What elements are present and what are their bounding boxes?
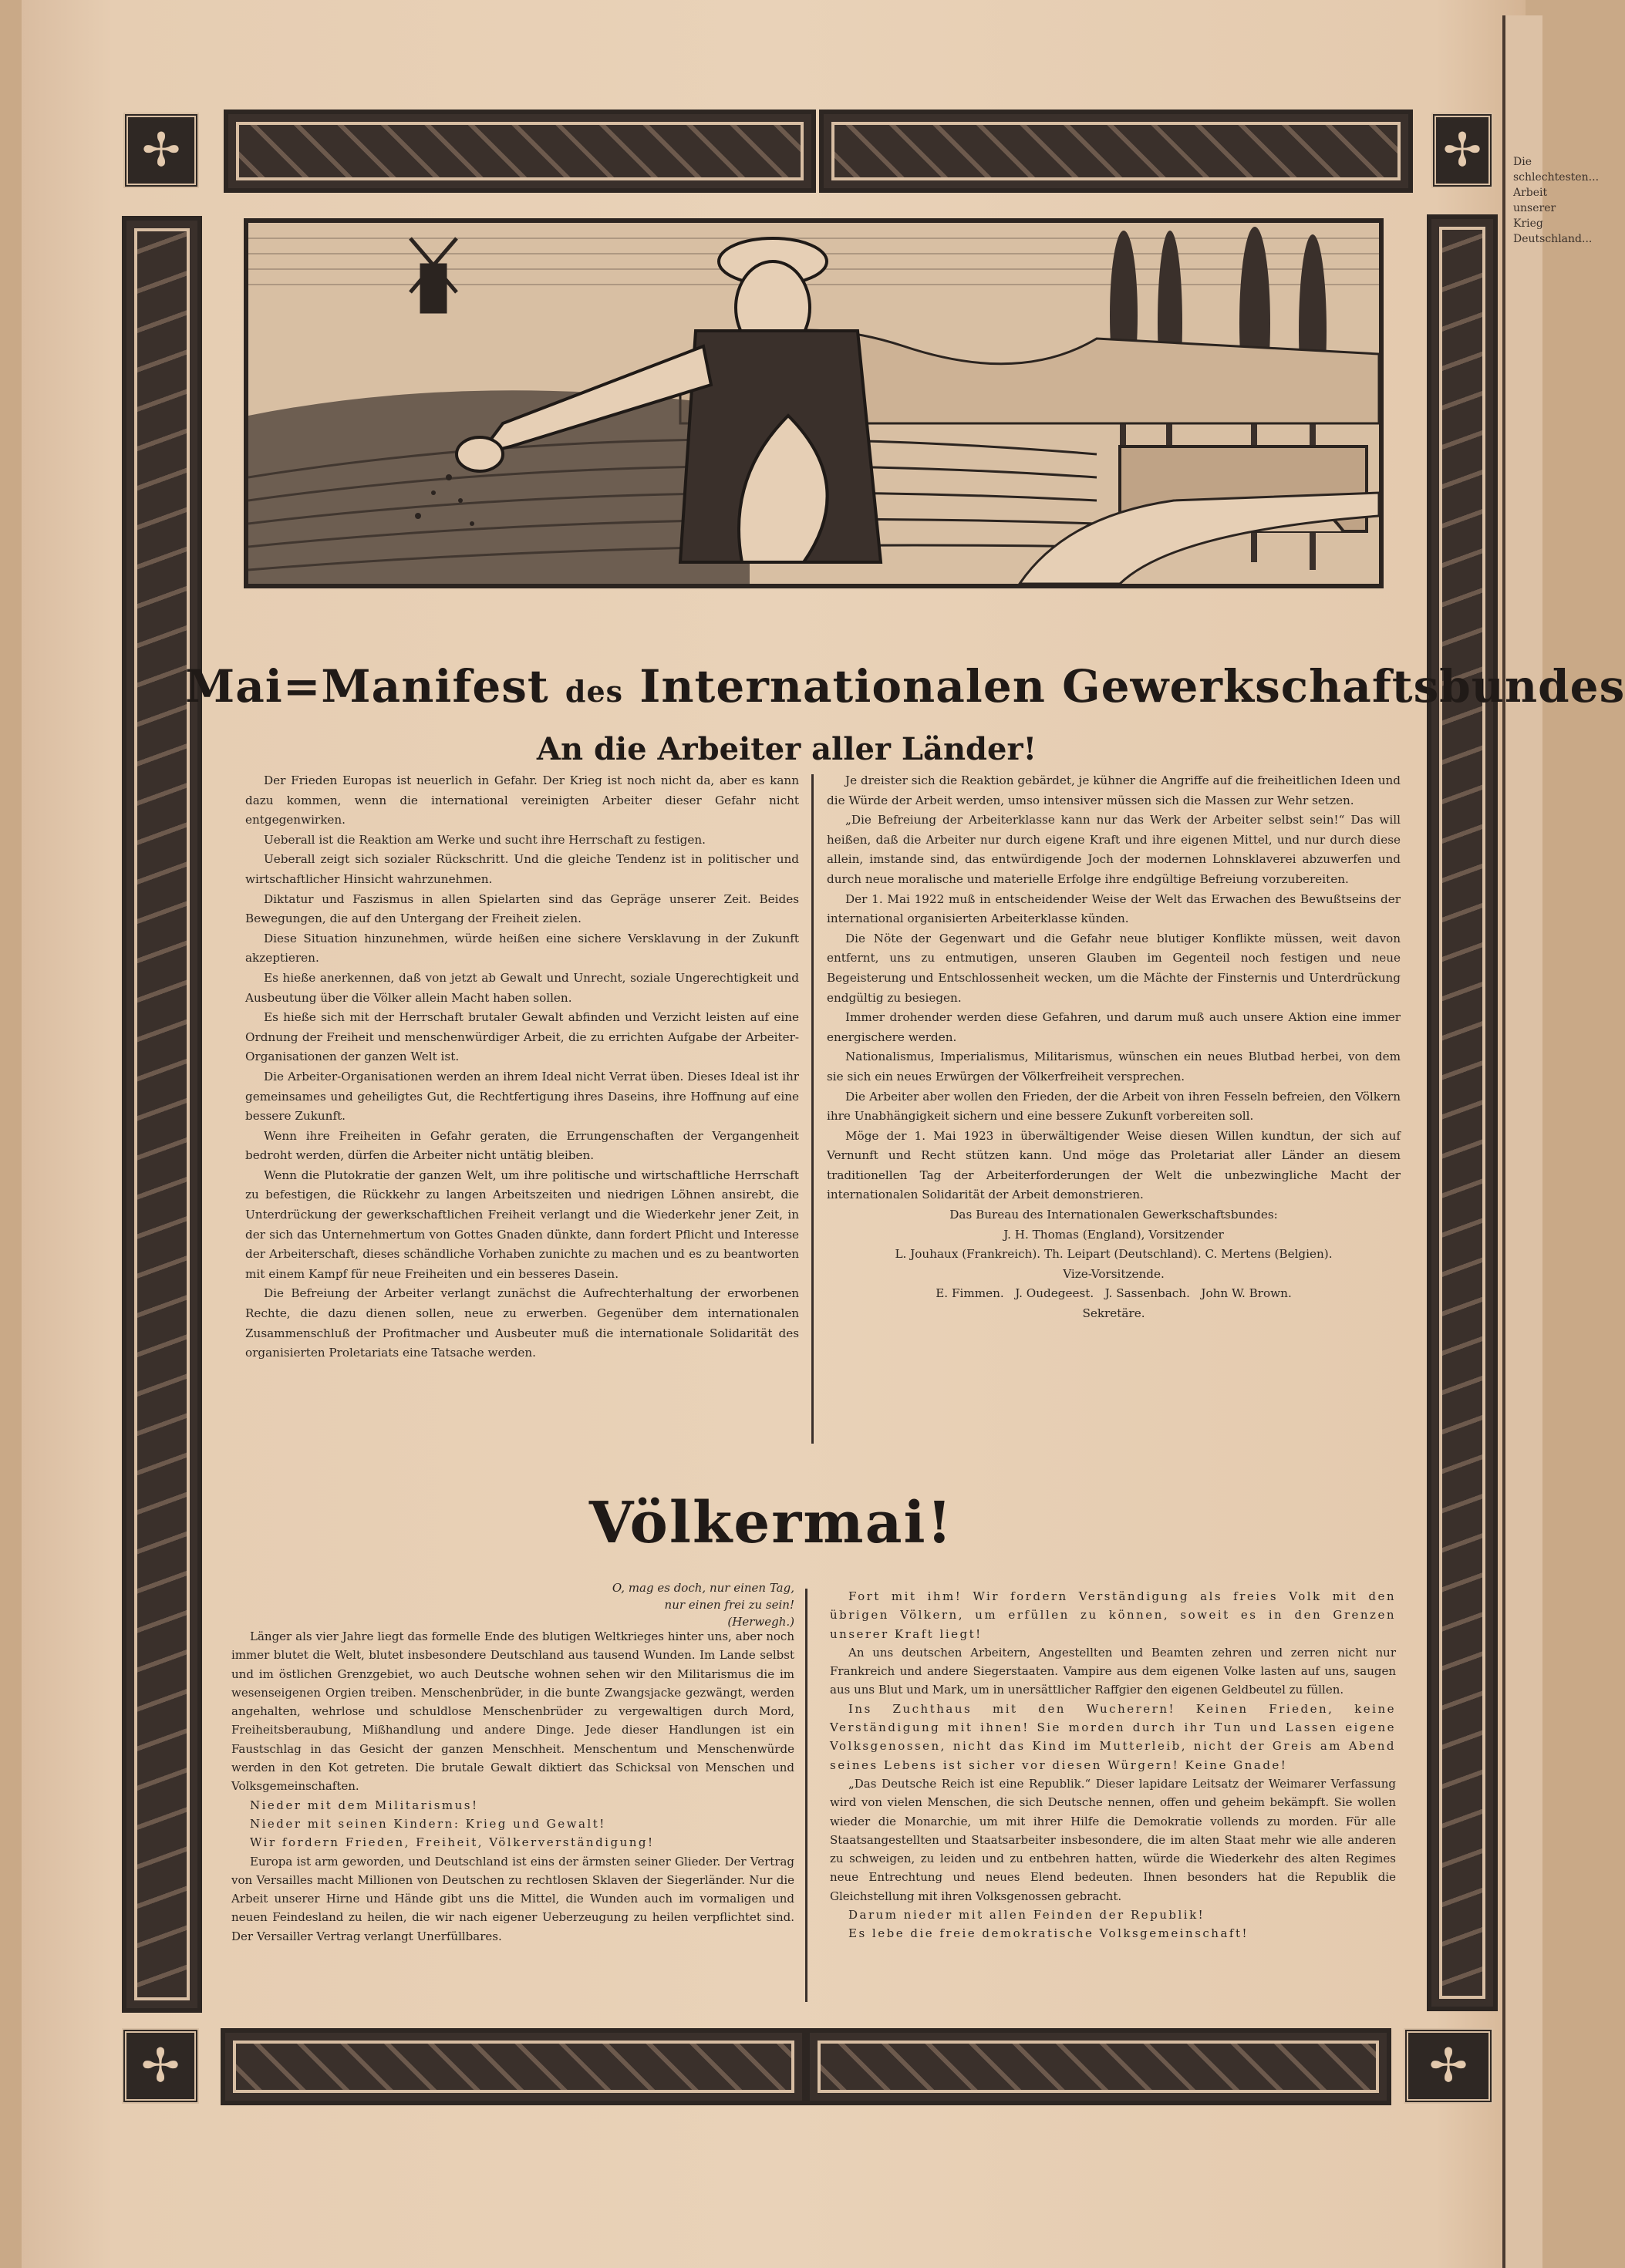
manifest-subtitle: An die Arbeiter aller Länder!: [536, 731, 1037, 767]
voelkermai-slogan: Darum nieder mit allen Feinden der Republik!: [848, 1908, 1205, 1923]
manifest-paragraph: Der Frieden Europas ist neuerlich in Gefahr. Der Krieg ist noch nicht da, aber es kann dazu kommen, wenn die international vereinigten Arbeiter dieser Gefahr nicht entgegenwirken.: [245, 773, 799, 827]
voelkermai-motto: [432, 1579, 794, 1630]
manifest-paragraph: Es hieße anerkennen, daß von jetzt ab Gewalt und Unrecht, soziale Ungerechtigkeit und Ausbeutung über die Völker allein Macht haben sollen.: [245, 970, 799, 1005]
voelkermai-column-rule: [805, 1589, 807, 2002]
voelkermai-slogan: Es lebe die freie demokratische Volksgemeinschaft!: [848, 1926, 1249, 1941]
manifest-paragraph: Es hieße sich mit der Herrschaft brutaler Gewalt abfinden und Verzicht leisten auf eine Ordnung der Freiheit und menschenwürdiger Arbeit, die zu errichten Aufgabe der Arbeiter-Organisationen der ganzen Welt ist.: [245, 1010, 799, 1064]
top-border-band-left: [224, 110, 816, 193]
manifest-paragraph: Je dreister sich die Reaktion gebärdet, je kühner die Angriffe auf die freiheitlichen Ideen und die Würde der Arbeit werden, umso intensiver müssen sich die Massen zur Wehr setzen.: [827, 773, 1401, 807]
signature-secretaries: E. Fimmen. J. Oudegeest. J. Sassenbach. John W. Brown.: [936, 1286, 1292, 1301]
right-border-band: [1427, 214, 1498, 2011]
manifest-column-rule: [811, 774, 814, 1444]
adjacent-page-text: Die schlechtesten... Arbeit unserer Krieg Deutschland...: [1513, 156, 1600, 245]
motto-line-2: nur einen frei zu sein!: [664, 1598, 794, 1612]
manifest-paragraph: Möge der 1. Mai 1923 in überwältigender Weise diesen Willen kundtun, der sich auf Vernunft und Recht stützen kann. Und möge das Proletariat aller Länder an diesem traditionellen Tag der Arbeiterforderungen der Welt die unbezwingliche Macht der internationalen Solidarität der Arbeit demonstrieren.: [827, 1128, 1401, 1202]
manifest-signature: [827, 1205, 1401, 1324]
manifest-right-column: [827, 771, 1401, 1324]
top-border-band-right: [819, 110, 1413, 193]
manifest-paragraph: Diese Situation hinzunehmen, würde heißen eine sichere Versklavung in der Zukunft akzeptieren.: [245, 931, 799, 966]
manifest-title-part1: Mai=Manifest: [185, 660, 549, 713]
manifest-paragraph: Der 1. Mai 1922 muß in entscheidender Weise der Welt das Erwachen des Bewußtseins der international organisierten Arbeiterklasse künden.: [827, 891, 1401, 926]
motto-line-1: O, mag es doch, nur einen Tag,: [612, 1581, 794, 1595]
voelkermai-left-column: [231, 1627, 794, 1946]
corner-ornament-top-right: ✢: [1431, 113, 1493, 188]
manifest-left-column: [245, 771, 799, 1363]
bottom-border-band-left: [221, 2028, 807, 2105]
adjacent-page-edge: [1502, 15, 1600, 2268]
manifest-paragraph: Die Befreiung der Arbeiter verlangt zunächst die Aufrechterhaltung der erworbenen Rechte, die dazu dienen sollen, neue zu erwerben. Gegenüber dem internationalen Zusammenschluß der Profitmacher und Ausbeuter muß die internationale Solidarität des organisierten Proletariats eine Tatsache werden.: [245, 1286, 799, 1360]
voelkermai-paragraph: Länger als vier Jahre liegt das formelle Ende des blutigen Weltkrieges hinter uns, aber noch immer blutet die Welt, blutet insbesondere Deutschland aus tausend Wunden. Im Lande selbst und im östlichen Grenzgebiet, wo auch Deutsche wohnen sehen wir den Militarismus die im wesenseigenen Orgien treiben. Menschenbrüder, in die bunte Zwangsjacke gezwängt, werden angehalten, wehrlose und schuldlose Menschenbrüder zu vergewaltigen durch Mord, Freiheitsberaubung, Mißhandlung und andere Dinge. Jede dieser Handlungen ist ein Faustschlag in das Gesicht der ganzen Menschheit. Menschentum und Menschenwürde werden in den Kot getreten. Die brutale Gewalt diktiert das Schicksal von Menschen und Volksgemeinschaften.: [231, 1629, 794, 1794]
manifest-paragraph: Die Arbeiter-Organisationen werden an ihrem Ideal nicht Verrat üben. Dieses Ideal ist ihr gemeinsames und geheiligtes Gut, die Rechtfertigung ihres Daseins, ihre Hoffnung auf eine bessere Zukunft.: [245, 1069, 799, 1124]
voelkermai-title: Völkermai!: [588, 1490, 954, 1556]
corner-ornament-bottom-right: ✢: [1404, 2028, 1493, 2104]
sower-woodcut-svg: [248, 223, 1379, 584]
left-border-band: [122, 216, 202, 2013]
voelkermai-right-column: [830, 1587, 1396, 1943]
manifest-title-des: des: [565, 674, 624, 709]
signature-secretaries-title: Sekretäre.: [1082, 1306, 1145, 1321]
manifest-title: [185, 660, 1625, 713]
signature-vice-names: L. Jouhaux (Frankreich). Th. Leipart (Deutschland). C. Mertens (Belgien).: [895, 1247, 1333, 1262]
manifest-paragraph: Ueberall zeigt sich sozialer Rückschritt. Und die gleiche Tendenz ist in politischer und wirtschaftlicher Hinsicht wahrzunehmen.: [245, 852, 799, 886]
motto-author: (Herwegh.): [727, 1615, 794, 1629]
voelkermai-paragraph: Europa ist arm geworden, und Deutschland ist eins der ärmsten seiner Glieder. Der Vertrag von Versailles macht Millionen von Deutschen zu rechtlosen Sklaven der Siegerländer. Nur die Arbeit unserer Hirne und Hände gibt uns die Mittel, die Wunden auch im vormaligen und neuen Feindesland zu heilen, die wir nach eigener Ueberzeugung zu heilen verpflichtet sind. Der Versailler Vertrag verlangt Unerfüllbares.: [231, 1854, 794, 1943]
signature-bureau: Das Bureau des Internationalen Gewerkschaftsbundes:: [949, 1208, 1278, 1222]
manifest-paragraph: Die Arbeiter aber wollen den Frieden, der die Arbeit von ihren Fesseln befreien, den Völkern ihre Unabhängigkeit sichern und eine bessere Zukunft vorbereiten soll.: [827, 1089, 1401, 1124]
manifest-paragraph: Die Nöte der Gegenwart und die Gefahr neue blutiger Konflikte müssen, weit davon entfernt, uns zu entmutigen, unseren Glauben im Gegenteil noch festigen und neue Begeisterung und Entschlossenheit wecken, um die Mächte der Finsternis und Unterdrückung endgültig zu besiegen.: [827, 931, 1401, 1005]
manifest-paragraph: Wenn ihre Freiheiten in Gefahr geraten, die Errungenschaften der Vergangenheit bedroht werden, dürfen die Arbeiter nicht untätig bleiben.: [245, 1128, 799, 1163]
voelkermai-paragraph: An uns deutschen Arbeitern, Angestellten und Beamten zehren und zerren nicht nur Frankreich und andere Siegerstaaten. Vampire aus dem eigenen Volke lasten auf uns, saugen aus uns Blut und Mark, um in unersättlicher Raffgier den eigenen Geldbeutel zu füllen.: [830, 1645, 1396, 1697]
voelkermai-slogan: Fort mit ihm! Wir fordern Verständigung als freies Volk mit den übrigen Völkern, um erfüllen zu können, soweit es in den Grenzen unserer Kraft liegt!: [830, 1589, 1396, 1641]
manifest-paragraph: „Die Befreiung der Arbeiterklasse kann nur das Werk der Arbeiter selbst sein!“ Das will heißen, daß die Arbeiter nur durch eigene Kraft und ihre eigenen Mittel, und nur durch diese allein, imstande sind, das entwürdigende Joch der modernen Lohnsklaverei abzuwerfen und durch neue moralische und materielle Erfolge ihre endgültige Befreiung vorzubereiten.: [827, 813, 1401, 886]
voelkermai-slogan: Nieder mit seinen Kindern: Krieg und Gewalt!: [250, 1816, 606, 1831]
manifest-paragraph: Immer drohender werden diese Gefahren, und darum muß auch unsere Aktion eine immer energischere werden.: [827, 1010, 1401, 1044]
voelkermai-slogan: Nieder mit dem Militarismus!: [250, 1798, 479, 1812]
corner-ornament-bottom-left: ✢: [122, 2028, 199, 2104]
voelkermai-paragraph: „Das Deutsche Reich ist eine Republik.“ Dieser lapidare Leitsatz der Weimarer Verfassung wird von vielen Menschen, die sich Deutsche nennen, offen und geheim bekämpft. Sie wollen wieder die Monarchie, um mit ihrer Hilfe die Demokratie vollends zu morden. Für alle Staatsangestellten und Staatsarbeiter insbesondere, die im alten Staat mehr wie alle anderen zu schweigen, zu leiden und zu entbehren hatten, würde die Wiederkehr des alten Regimes neue Entrechtung und neues Elend bedeuten. Ihnen besonders hat die Republik die Gleichstellung mit ihren Volksgenossen gebracht.: [830, 1776, 1396, 1903]
manifest-title-part2: Internationalen Gewerkschaftsbundes: [639, 660, 1625, 713]
voelkermai-slogan: Wir fordern Frieden, Freiheit, Völkerverständigung!: [250, 1835, 655, 1850]
sower-woodcut-illustration: [244, 218, 1384, 588]
voelkermai-slogan: Ins Zuchthaus mit den Wucherern! Keinen Frieden, keine Verständigung mit ihnen! Sie morden durch ihr Tun und Lassen eigene Volksgenossen, nicht das Kind im Mutterleib, nicht der Greis am Abend seines Lebens ist sicher vor diesen Würgern! Keine Gnade!: [830, 1701, 1396, 1772]
manifest-paragraph: Wenn die Plutokratie der ganzen Welt, um ihre politische und wirtschaftliche Herrschaft zu befestigen, die Rückkehr zu langen Arbeitszeiten und niedrigen Löhnen ansirebt, die Unterdrückung der gewerkschaftlichen Freiheit verlangt und die Wiederkehr jener Zeit, in der sich das Unternehmertum von Gottes Gnaden dünkte, dann fordert Pflicht und Interesse der Arbeiterschaft, dieses schändliche Vorhaben zunichte zu machen und es zu beantworten mit einem Kampf für neue Freiheiten und ein besseres Dasein.: [245, 1168, 799, 1281]
signature-chair: J. H. Thomas (England), Vorsitzender: [1003, 1227, 1224, 1242]
bottom-border-band-right: [805, 2028, 1391, 2105]
manifest-paragraph: Diktatur und Faszismus in allen Spielarten sind das Gepräge unserer Zeit. Beides Bewegungen, die auf den Untergang der Freiheit zielen.: [245, 891, 799, 926]
manifest-paragraph: Nationalismus, Imperialismus, Militarismus, wünschen ein neues Blutbad herbei, von dem sie sich ein neues Erwürgen der Völkerfreiheit versprechen.: [827, 1050, 1401, 1083]
signature-vice-title: Vize-Vorsitzende.: [1063, 1266, 1165, 1281]
manifest-paragraph: Ueberall ist die Reaktion am Werke und sucht ihre Herrschaft zu festigen.: [264, 832, 706, 847]
corner-ornament-top-left: ✢: [123, 113, 199, 188]
